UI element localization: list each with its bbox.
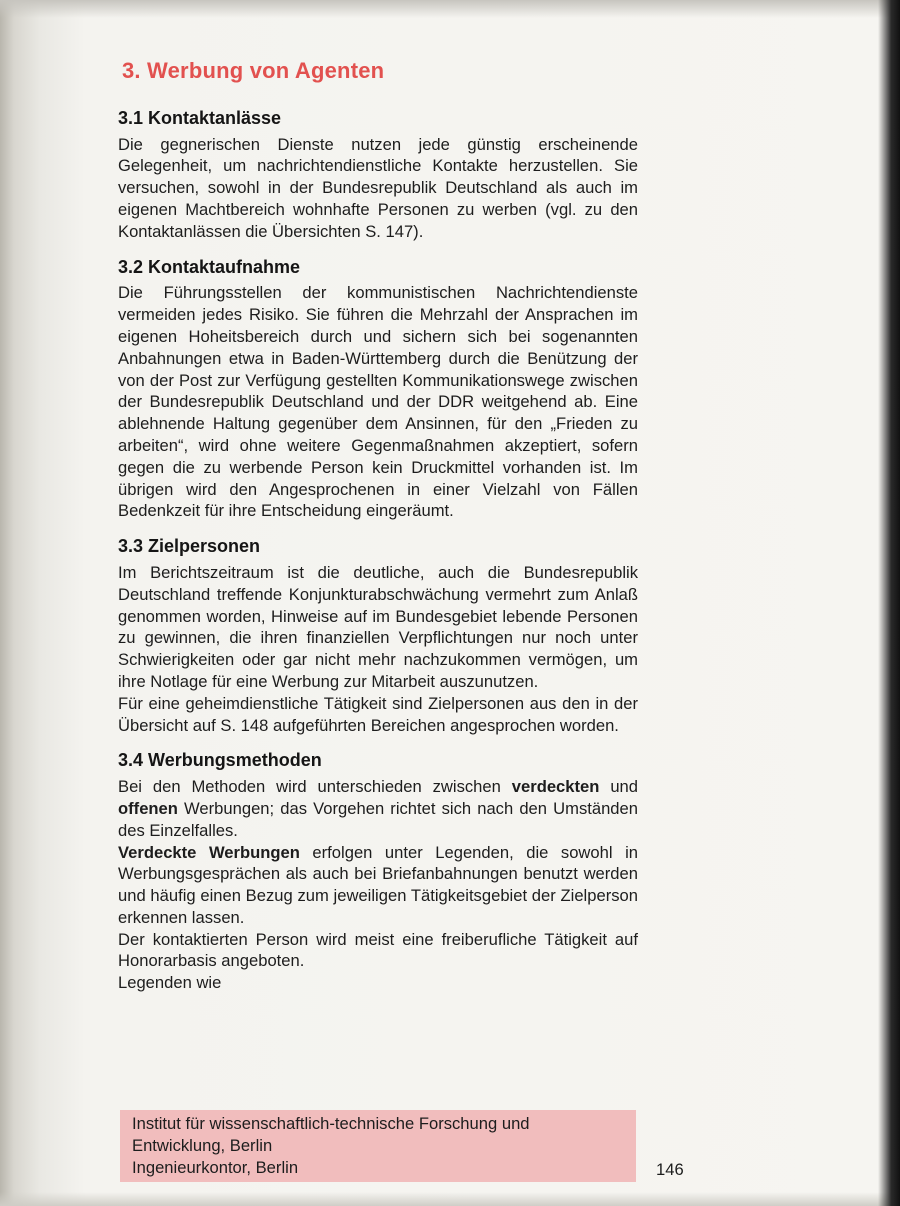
offer-paragraph: Der kontaktierten Person wird meist eine freiberufliche Tätigkeit auf Honorarbasis angeboten.	[118, 929, 638, 971]
methods-paragraph	[118, 776, 638, 841]
covert-recruitment-paragraph	[118, 842, 638, 929]
page-content	[118, 60, 638, 1008]
legend-example-line: Ingenieurkontor, Berlin	[132, 1157, 299, 1177]
section-text: Die gegnerischen Dienste nutzen jede günstig erscheinende Gelegenheit, um nachrichtendienstliche Kontakte herzustellen. Sie versuchen, sowohl in der Bundesrepublik Deutschland als auch im eigenen Machtbereich wohnhafte Personen zu werben (vgl. zu den Kontaktanlässen die Übersichten S. 147).	[118, 134, 638, 241]
section-heading: 3.4 Werbungsmethoden	[118, 750, 322, 771]
text-run: Bei den Methoden wird unterschieden zwischen	[118, 777, 512, 797]
text-run: erfolgen unter Legenden, die sowohl in Werbungsgesprächen als auch bei Briefanbahnungen benutzt werden und häufig einen Bezug zum jeweiligen Tätigkeitsgebiet der Zielperson erkennen lassen.	[118, 842, 638, 927]
legend-examples-text	[132, 1113, 632, 1178]
legend-example-line: Institut für wissenschaftlich-technische Forschung und	[132, 1114, 530, 1133]
page-top-shadow	[0, 0, 900, 18]
text-run: Werbungen; das Vorgehen richtet sich nach den Umständen des Einzelfalles.	[118, 798, 638, 840]
section-text: Im Berichtszeitraum ist die deutliche, auch die Bundesrepublik Deutschland treffende Konjunkturabschwächung vermehrt zum Anlaß genommen worden, Hinweise auf im Bundesgebiet lebende Personen zu gewinnen, die ihren finanziellen Verpflichtungen nur noch unter Schwierigkeiten oder gar nicht mehr nachzukommen vermögen, um ihre Notlage für eine Werbung zur Mitarbeit auszunutzen.	[118, 562, 638, 691]
section-text: Die Führungsstellen der kommunistischen Nachrichtendienste vermeiden jedes Risiko. Sie führen die Mehrzahl der Ansprachen im eigenen Hoheitsbereich durch und sichern sich bei sogenannten Anbahnungen etwa in Baden-Württemberg durch die Benützung der von der Post zur Verfügung gestellten Kommunikationswege zwischen der Bundesrepublik Deutschland und der DDR weitgehend ab. Eine ablehnende Haltung gegenüber dem Ansinnen, für den „Frieden zu arbeiten“, wird ohne weitere Gegenmaßnahmen akzeptiert, sofern gegen die zu werbende Person kein Druckmittel vorhanden ist. Im übrigen wird den Angesprochenen in einer Vielzahl von Fällen Bedenkzeit für ihre Entscheidung eingeräumt.	[118, 283, 638, 521]
section-3-1	[118, 108, 638, 243]
chapter-title: 3. Werbung von Agenten	[122, 58, 385, 83]
section-3-4	[118, 750, 638, 994]
bold-term-verdeckten: verdeckten	[511, 777, 600, 797]
bold-term-verdeckte-werbungen: Verdeckte Werbungen	[118, 842, 300, 862]
section-3-2	[118, 257, 638, 523]
section-heading: 3.1 Kontaktanlässe	[118, 107, 282, 128]
section-heading: 3.3 Zielpersonen	[118, 536, 261, 557]
legends-intro: Legenden wie	[118, 973, 222, 993]
section-3-3	[118, 536, 638, 736]
section-text-continued: Für eine geheimdienstliche Tätigkeit sind Zielpersonen aus den in der Übersicht auf S. 148 aufgeführten Bereichen angesprochen worden.	[118, 693, 638, 735]
section-heading: 3.2 Kontaktaufnahme	[118, 256, 301, 277]
text-run: und	[599, 777, 639, 797]
page-bottom-shadow	[0, 1192, 900, 1206]
page-right-edge	[878, 0, 900, 1206]
legend-example-line: Entwicklung, Berlin	[132, 1135, 273, 1155]
page-number: 146	[656, 1160, 684, 1179]
bold-term-offenen: offenen	[118, 798, 178, 818]
